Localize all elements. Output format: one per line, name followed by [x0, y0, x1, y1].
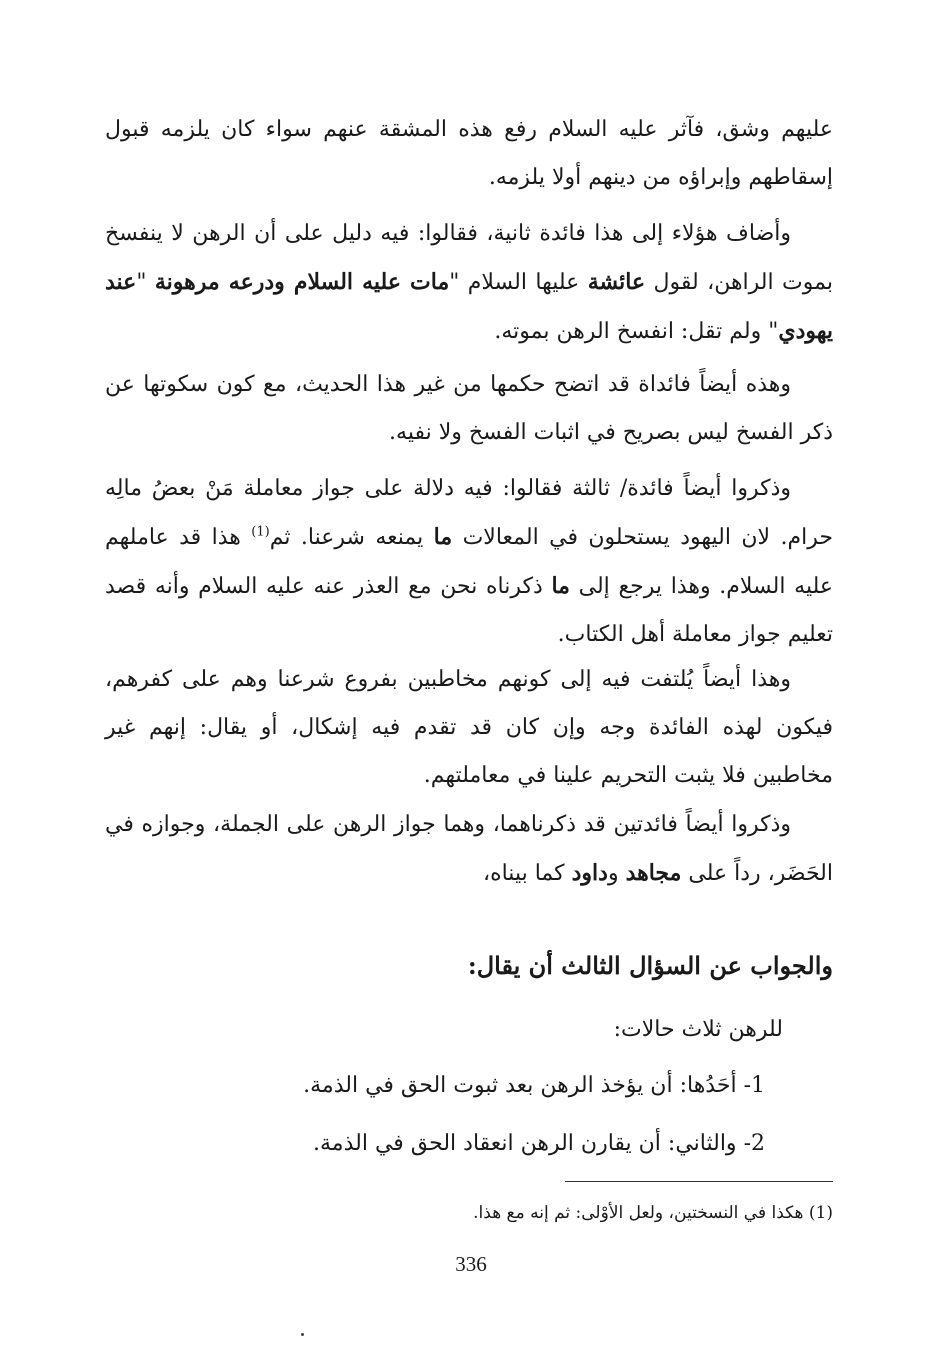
paragraph-6-part: وذكروا أيضاً فائدتين قد ذكرناهما، وهما جواز الرهن على الجملة، وجوازه في الحَضَر، رداً على: [105, 812, 833, 886]
list-intro: للرهن ثلاث حالات:: [613, 1017, 783, 1042]
footnote: [105, 1198, 833, 1228]
footnote-divider: [565, 1181, 833, 1182]
list-item: [105, 1064, 765, 1108]
list-item-number: 1-: [743, 1073, 765, 1098]
list-item-text: أن يؤخذ الرهن بعد ثبوت الحق في الذمة.: [303, 1073, 680, 1098]
paragraph-2-part: وأضاف هؤلاء إلى هذا فائدة ثانية، فقالوا: فيه دليل على أن الرهن لا ينفسخ بموت الراهن، لقول: [105, 221, 833, 295]
footnote-marker: (1): [808, 1203, 833, 1223]
person-name: مجاهد: [625, 860, 682, 886]
scan-speck: [301, 1333, 304, 1336]
paragraph-6-text: [105, 801, 833, 898]
person-name: داود: [571, 860, 608, 886]
list-item-label: أحَدُها:: [679, 1073, 737, 1098]
paragraph-1-text: عليهم وشق، فآثر عليه السلام رفع هذه المشقة عنهم سواء كان يلزمه قبول إسقاطهم وإبراؤه من دينهم أولا يلزمه.: [105, 117, 833, 190]
paragraph-1: [105, 106, 833, 202]
paragraph-4-part: هذا قد عاملهم عليه السلام. وهذا يرجع إلى: [105, 525, 833, 599]
section-heading: والجواب عن السؤال الثالث أن يقال:: [467, 951, 833, 980]
paragraph-3-text: وهذه أيضاً فائداة قد اتضح حكمها من غير هذا الحديث، مع كون سكوتها عن ذكر الفسخ ليس بصريح في اثبات الفسخ ولا نفيه.: [105, 372, 833, 445]
paragraph-4-text: [105, 465, 833, 659]
list-item: [105, 1122, 765, 1166]
paragraph-6-part: و: [607, 861, 626, 886]
bold-word: ما: [433, 524, 453, 550]
paragraph-2-text: [105, 210, 833, 356]
paragraph-6-part: كما بيناه،: [482, 861, 572, 886]
footnote-reference: (1): [251, 524, 270, 540]
list-item-number: 2-: [743, 1131, 765, 1156]
hadith-quote: مات عليه السلام ودرعه مرهونة: [154, 269, 450, 295]
list-item-text: أن يقارن الرهن انعقاد الحق في الذمة.: [313, 1131, 668, 1156]
paragraph-4-part: وذكروا أيضاً فائدة/ ثالثة فقالوا: فيه دلالة على جواز معاملة مَنْ بعضُ مالِه حرام. لان اليهود يستحلون في المعالات: [105, 476, 833, 550]
paragraph-2: [105, 210, 833, 356]
paragraph-4-part: يمنعه شرعنا. ثم: [269, 525, 434, 550]
paragraph-6: [105, 801, 833, 898]
paragraph-3: [105, 361, 833, 457]
person-name: عائشة: [587, 269, 646, 295]
paragraph-2-part: " ولم تقل: انفسخ الرهن بموته.: [494, 319, 779, 344]
paragraph-5: [105, 656, 833, 800]
bold-word: ما: [551, 573, 570, 599]
hadith-quote: عند يهودي: [105, 269, 833, 344]
paragraph-4-part: ذكرناه نحن مع العذر عنه عليه السلام وأنه قصد تعليم جواز معاملة أهل الكتاب.: [105, 574, 833, 647]
footnote-text: هكذا في النسختين، ولعل الأوْلى: ثم إنه مع هذا.: [473, 1203, 804, 1223]
paragraph-2-part: عليها السلام ": [449, 270, 588, 295]
paragraph-5-text: وهذا أيضاً يُلتفت فيه إلى كونهم مخاطبين بفروع شرعنا وهم على كفرهم، فيكون لهذه الفائدة وجه وإن كان قد تقدم فيه إشكال، أو يقال: إنهم غير مخاطبين فلا يثبت التحريم علينا في معاملتهم.: [105, 667, 833, 788]
paragraph-2-part: ": [136, 270, 155, 295]
page-number: 336: [455, 1252, 487, 1276]
paragraph-4: [105, 465, 833, 659]
list-item-label: والثاني:: [667, 1131, 737, 1156]
